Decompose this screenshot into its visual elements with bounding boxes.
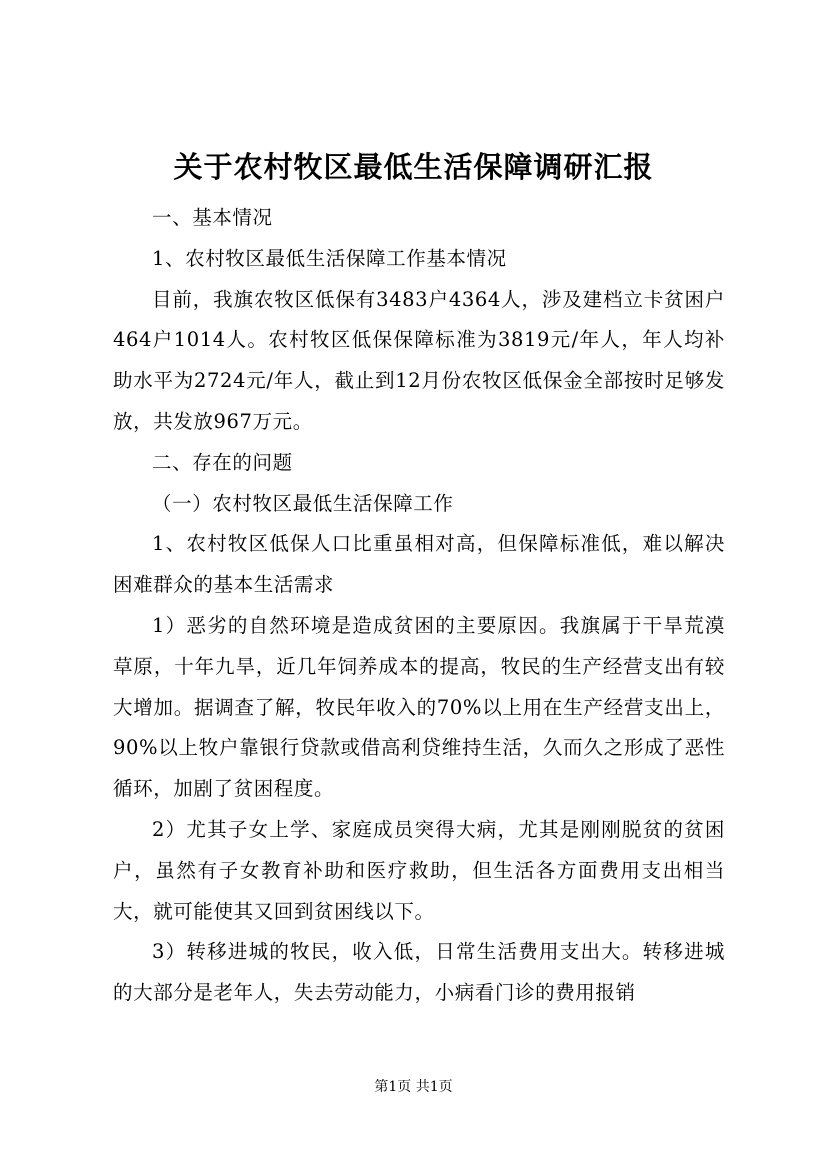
body-paragraph: 3）转移进城的牧民，收入低，日常生活费用支出大。转移进城的大部分是老年人，失去劳动能力，小病看门诊的费用报销 — [113, 940, 725, 1005]
section-heading-problems: 二、存在的问题 — [152, 450, 293, 474]
body-paragraph: 1）恶劣的自然环境是造成贫困的主要原因。我旗属于干旱荒漠草原，十年九旱，近几年饲养成本的提高，牧民的生产经营支出有较大增加。据调查了解，牧民年收入的70%以上用在生产经营支出上，90%以上牧户靠银行贷款或借高利贷维持生活，久而久之形成了恶性循环，加剧了贫困程度。 — [113, 613, 725, 801]
subsection-heading: （一）农村牧区最低生活保障工作 — [152, 491, 454, 515]
section-heading-basic: 一、基本情况 — [152, 206, 273, 229]
page-footer: 第1页 共1页 — [374, 1079, 453, 1095]
document-title: 关于农村牧区最低生活保障调研汇报 — [173, 150, 654, 184]
subsection-heading: 1、农村牧区最低生活保障工作基本情况 — [152, 246, 507, 270]
body-paragraph: 2）尤其子女上学、家庭成员突得大病，尤其是刚刚脱贫的贫困户，虽然有子女教育补助和医疗救助，但生活各方面费用支出相当大，就可能使其又回到贫困线以下。 — [113, 817, 725, 923]
document-body — [113, 198, 725, 1014]
body-paragraph: 目前，我旗农牧区低保有3483户4364人，涉及建档立卡贫困户464户1014人。农村牧区低保保障标准为3819元/年人，年人均补助水平为2724元/年人，截止到12月份农牧区低保金全部按时足够发放，共发放967万元。 — [113, 287, 725, 433]
body-paragraph: 1、农村牧区低保人口比重虽相对高，但保障标准低，难以解决困难群众的基本生活需求 — [113, 532, 725, 597]
